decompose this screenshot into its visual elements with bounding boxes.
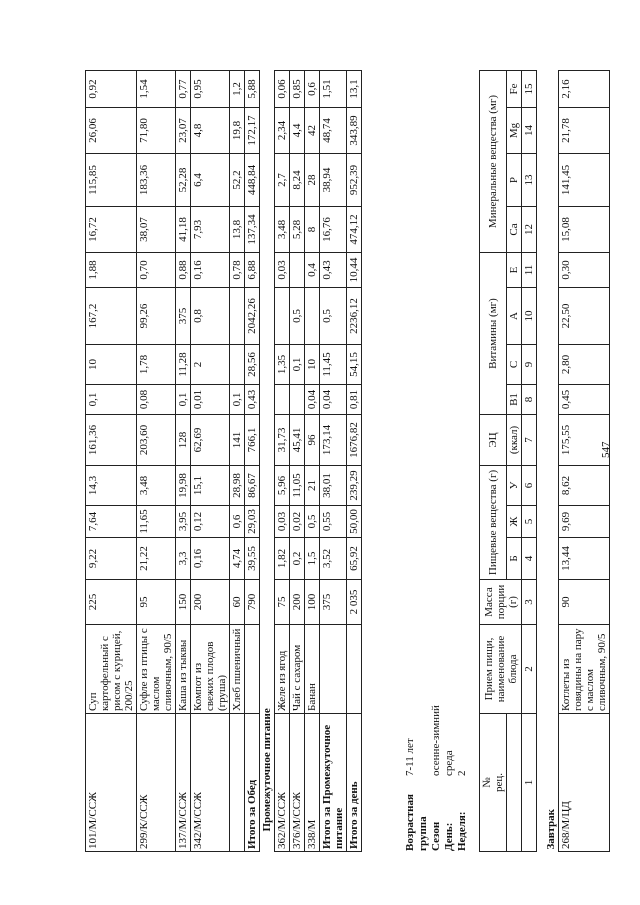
cell-c: 10 xyxy=(86,345,137,385)
cell-e: 0,88 xyxy=(176,253,191,288)
age-group-value: 7-11 лет xyxy=(404,738,416,776)
day-value: среда xyxy=(443,750,455,776)
cell-code: 362/М/ССЖ xyxy=(275,714,290,852)
header-mass: Масса порции (г) xyxy=(480,580,522,625)
cell-b1: 0,1 xyxy=(86,385,137,415)
cell-p: 952,39 xyxy=(347,154,362,207)
cell-e: 1,88 xyxy=(86,253,137,288)
cell-carbs: 3,48 xyxy=(137,466,176,506)
cell-protein: 21,22 xyxy=(137,538,176,580)
cell-fe: 0,06 xyxy=(275,71,290,108)
column-number: 8 xyxy=(522,385,537,415)
column-number-row xyxy=(522,71,537,852)
cell-a: 375 xyxy=(176,288,191,345)
cell-mg: 21,78 xyxy=(559,108,610,154)
cell-p: 8,24 xyxy=(290,154,305,207)
column-number: 6 xyxy=(522,466,537,506)
cell-fe: 0,85 xyxy=(290,71,305,108)
cell-carbs: 14,3 xyxy=(86,466,137,506)
column-number: 14 xyxy=(522,108,537,154)
cell-mass: 225 xyxy=(86,580,137,625)
cell-carbs: 15,1 xyxy=(191,466,230,506)
cell-fat: 0,03 xyxy=(275,506,290,538)
cell-energy: 766,1 xyxy=(245,415,260,466)
cell-fe: 1,54 xyxy=(137,71,176,108)
column-number: 1 xyxy=(522,714,537,852)
cell-mg: 4,4 xyxy=(290,108,305,154)
cell-c: 1,78 xyxy=(137,345,176,385)
cell-code: 338/М xyxy=(305,714,320,852)
week-value: 2 xyxy=(456,770,468,776)
column-number: 5 xyxy=(522,506,537,538)
cell-energy: 173,14 xyxy=(320,415,347,466)
cell-name: Хлеб пшеничный xyxy=(230,625,245,714)
cell-p: 28 xyxy=(305,154,320,207)
cell-a: 22,50 xyxy=(559,288,610,345)
cell-energy: 203,60 xyxy=(137,415,176,466)
cell-code: Итого за Промежуточное питание xyxy=(320,714,347,852)
table-row xyxy=(245,71,260,852)
cell-fe: 0,95 xyxy=(191,71,230,108)
cell-energy: 161,36 xyxy=(86,415,137,466)
cell-energy: 96 xyxy=(305,415,320,466)
cell-ca: 137,34 xyxy=(245,207,260,253)
cell-a: 167,2 xyxy=(86,288,137,345)
header-vitamins: Витамины (мг) xyxy=(480,253,507,415)
table-row xyxy=(230,71,245,852)
cell-mg: 26,06 xyxy=(86,108,137,154)
cell-carbs: 28,98 xyxy=(230,466,245,506)
cell-c: 11,45 xyxy=(320,345,347,385)
cell-energy: 141 xyxy=(230,415,245,466)
week-label: Неделя: xyxy=(456,811,468,851)
cell-energy: 128 xyxy=(176,415,191,466)
cell-protein: 3,52 xyxy=(320,538,347,580)
cell-protein: 1,5 xyxy=(305,538,320,580)
cell-protein: 65,92 xyxy=(347,538,362,580)
cell-c xyxy=(230,345,245,385)
header-ca: Ca xyxy=(507,207,522,253)
cell-b1: 0,43 xyxy=(245,385,260,415)
cell-a: 0,8 xyxy=(191,288,230,345)
cell-code: Итого за день xyxy=(347,714,362,852)
cell-mass: 75 xyxy=(275,580,290,625)
cell-mass: 790 xyxy=(245,580,260,625)
table-row xyxy=(86,71,137,852)
cell-code: 376/М/ССЖ xyxy=(290,714,305,852)
table-row xyxy=(320,71,347,852)
cell-a xyxy=(305,288,320,345)
cell-name: Котлеты из говядины на пару с маслом сливочным, 90/5 xyxy=(559,625,610,714)
header-fat: Ж xyxy=(507,506,522,538)
cell-b1 xyxy=(290,385,305,415)
column-number: 11 xyxy=(522,253,537,288)
cell-p: 6,4 xyxy=(191,154,230,207)
cell-mg: 42 xyxy=(305,108,320,154)
column-number: 3 xyxy=(522,580,537,625)
cell-mass: 2 035 xyxy=(347,580,362,625)
cell-mg: 343,89 xyxy=(347,108,362,154)
cell-mass: 200 xyxy=(191,580,230,625)
header-minerals: Минеральные вещества (мг) xyxy=(480,71,507,253)
header-b1: B1 xyxy=(507,385,522,415)
section-heading: Промежуточное питание xyxy=(260,71,275,852)
cell-a: 0,5 xyxy=(290,288,305,345)
cell-c: 2,80 xyxy=(559,345,610,385)
cell-e: 6,88 xyxy=(245,253,260,288)
cell-mass: 375 xyxy=(320,580,347,625)
header-rec-blank xyxy=(507,714,522,852)
cell-mass: 200 xyxy=(290,580,305,625)
cell-b1: 0,1 xyxy=(230,385,245,415)
column-number: 7 xyxy=(522,415,537,466)
season-label: Сезон xyxy=(430,821,442,851)
cell-fat: 0,55 xyxy=(320,506,347,538)
cell-mg: 48,74 xyxy=(320,108,347,154)
header-carbs: У xyxy=(507,466,522,506)
cell-ca: 16,76 xyxy=(320,207,347,253)
cell-mass: 150 xyxy=(176,580,191,625)
header-e: E xyxy=(507,253,522,288)
cell-e: 10,44 xyxy=(347,253,362,288)
cell-fat: 0,02 xyxy=(290,506,305,538)
cell-fe: 0,6 xyxy=(305,71,320,108)
cell-name xyxy=(245,625,260,714)
cell-mg: 172,17 xyxy=(245,108,260,154)
cell-fe: 1,51 xyxy=(320,71,347,108)
cell-c: 10 xyxy=(305,345,320,385)
cell-mg: 4,8 xyxy=(191,108,230,154)
cell-protein: 13,44 xyxy=(559,538,610,580)
cell-c: 54,15 xyxy=(347,345,362,385)
cell-protein: 39,55 xyxy=(245,538,260,580)
cell-ca: 8 xyxy=(305,207,320,253)
cell-mg: 71,80 xyxy=(137,108,176,154)
cell-ca: 41,18 xyxy=(176,207,191,253)
column-number: 10 xyxy=(522,288,537,345)
cell-b1: 0,01 xyxy=(191,385,230,415)
cell-e: 0,70 xyxy=(137,253,176,288)
cell-name: Желе из ягод xyxy=(275,625,290,714)
cell-ca: 7,93 xyxy=(191,207,230,253)
table-row xyxy=(305,71,320,852)
cell-a: 99,26 xyxy=(137,288,176,345)
cell-mg: 23,07 xyxy=(176,108,191,154)
cell-protein: 1,82 xyxy=(275,538,290,580)
cell-energy: 31,73 xyxy=(275,415,290,466)
cell-protein: 0,16 xyxy=(191,538,230,580)
cell-p: 448,84 xyxy=(245,154,260,207)
cell-p: 52,2 xyxy=(230,154,245,207)
cell-c: 0,1 xyxy=(290,345,305,385)
cell-a: 2042,26 xyxy=(245,288,260,345)
table-row xyxy=(260,71,275,852)
cell-b1: 0,08 xyxy=(137,385,176,415)
cell-fat: 7,64 xyxy=(86,506,137,538)
cell-carbs: 239,29 xyxy=(347,466,362,506)
cell-name: Суфле из птицы с маслом сливочным, 90/5 xyxy=(137,625,176,714)
table-row xyxy=(275,71,290,852)
header-kcal: (ккал) xyxy=(507,415,522,466)
column-number: 4 xyxy=(522,538,537,580)
cell-carbs: 8,62 xyxy=(559,466,610,506)
header-a: A xyxy=(507,288,522,345)
cell-mass: 95 xyxy=(137,580,176,625)
cell-fe: 13,1 xyxy=(347,71,362,108)
cell-fat: 3,95 xyxy=(176,506,191,538)
column-number: 9 xyxy=(522,345,537,385)
cell-ca: 38,07 xyxy=(137,207,176,253)
column-number: 12 xyxy=(522,207,537,253)
cell-e xyxy=(290,253,305,288)
cell-code: 299/К/ССЖ xyxy=(137,714,176,852)
table-row xyxy=(137,71,176,852)
cell-mass: 90 xyxy=(559,580,610,625)
cell-energy: 62,69 xyxy=(191,415,230,466)
table-row xyxy=(559,71,610,852)
cell-fat: 11,65 xyxy=(137,506,176,538)
cell-carbs: 5,96 xyxy=(275,466,290,506)
cell-ca: 3,48 xyxy=(275,207,290,253)
cell-carbs: 38,01 xyxy=(320,466,347,506)
cell-e: 0,43 xyxy=(320,253,347,288)
cell-carbs: 21 xyxy=(305,466,320,506)
cell-ca: 13,8 xyxy=(230,207,245,253)
cell-fat: 0,6 xyxy=(230,506,245,538)
cell-b1: 0,04 xyxy=(305,385,320,415)
table-row xyxy=(191,71,230,852)
cell-e: 0,16 xyxy=(191,253,230,288)
cell-energy: 175,55 xyxy=(559,415,610,466)
cell-name xyxy=(347,625,362,714)
cell-name: Компот из свежих плодов (груша) xyxy=(191,625,230,714)
cell-c: 11,28 xyxy=(176,345,191,385)
header-protein: Б xyxy=(507,538,522,580)
cell-mg: 2,34 xyxy=(275,108,290,154)
cell-code: 268/М/ЦД xyxy=(559,714,610,852)
cell-fat: 9,69 xyxy=(559,506,610,538)
cell-b1 xyxy=(275,385,290,415)
header-p: P xyxy=(507,154,522,207)
page-number: 547 xyxy=(600,441,612,458)
cell-protein: 3,3 xyxy=(176,538,191,580)
cell-code: 101/M/ССЖ xyxy=(86,714,137,852)
cell-p: 183,36 xyxy=(137,154,176,207)
cell-code xyxy=(230,714,245,852)
cell-p: 52,28 xyxy=(176,154,191,207)
cell-protein: 0,2 xyxy=(290,538,305,580)
cell-e: 0,03 xyxy=(275,253,290,288)
section-breakfast: Завтрак xyxy=(537,71,559,852)
cell-c: 1,35 xyxy=(275,345,290,385)
cell-name xyxy=(320,625,347,714)
cell-fe: 0,77 xyxy=(176,71,191,108)
cell-carbs: 19,98 xyxy=(176,466,191,506)
age-group-label: Возрастная группа xyxy=(404,794,429,851)
cell-fe: 1,2 xyxy=(230,71,245,108)
cell-carbs: 86,67 xyxy=(245,466,260,506)
cell-fat: 50,00 xyxy=(347,506,362,538)
column-number: 2 xyxy=(522,625,537,714)
cell-c: 28,56 xyxy=(245,345,260,385)
cell-p: 38,94 xyxy=(320,154,347,207)
cell-mass: 100 xyxy=(305,580,320,625)
cell-b1: 0,1 xyxy=(176,385,191,415)
cell-fe: 0,92 xyxy=(86,71,137,108)
header-number: № рец. xyxy=(480,714,507,852)
cell-energy: 1676,82 xyxy=(347,415,362,466)
cell-name: Банан xyxy=(305,625,320,714)
season-value: осенне-зимний xyxy=(430,705,442,776)
cell-a xyxy=(275,288,290,345)
cell-b1: 0,81 xyxy=(347,385,362,415)
column-number: 15 xyxy=(522,71,537,108)
cell-ca: 5,28 xyxy=(290,207,305,253)
cell-p: 141,45 xyxy=(559,154,610,207)
cell-fat: 0,12 xyxy=(191,506,230,538)
cell-code: Итого за Обед xyxy=(245,714,260,852)
cell-fat: 29,03 xyxy=(245,506,260,538)
cell-ca: 15,08 xyxy=(559,207,610,253)
cell-mass: 60 xyxy=(230,580,245,625)
cell-b1: 0,04 xyxy=(320,385,347,415)
cell-name: Каша из тыквы xyxy=(176,625,191,714)
cell-e: 0,78 xyxy=(230,253,245,288)
cell-e: 0,30 xyxy=(559,253,610,288)
day-label: День: xyxy=(443,822,455,851)
cell-protein: 4,74 xyxy=(230,538,245,580)
nutrition-table-bottom xyxy=(479,70,610,852)
cell-ca: 474,12 xyxy=(347,207,362,253)
cell-energy: 45,41 xyxy=(290,415,305,466)
header-nutrients: Пищевые вещества (г) xyxy=(480,466,507,580)
header-mg: Mg xyxy=(507,108,522,154)
cell-name: Чай с сахаром xyxy=(290,625,305,714)
header-energy: ЭЦ xyxy=(480,415,507,466)
cell-a: 0,5 xyxy=(320,288,347,345)
cell-c: 2 xyxy=(191,345,230,385)
cell-fat: 0,5 xyxy=(305,506,320,538)
menu-meta xyxy=(404,705,469,851)
cell-ca: 16,72 xyxy=(86,207,137,253)
header-meal: Прием пищи, наименование блюда xyxy=(480,625,522,714)
table-row xyxy=(176,71,191,852)
cell-b1: 0,45 xyxy=(559,385,610,415)
cell-name: Суп картофельный с рисом с курицей, 200/25 xyxy=(86,625,137,714)
cell-fe: 5,88 xyxy=(245,71,260,108)
cell-mg: 19,8 xyxy=(230,108,245,154)
table-row xyxy=(290,71,305,852)
cell-fe: 2,16 xyxy=(559,71,610,108)
cell-p: 2,7 xyxy=(275,154,290,207)
table-row xyxy=(347,71,362,852)
cell-code: 342/М/ССЖ xyxy=(191,714,230,852)
cell-carbs: 11,05 xyxy=(290,466,305,506)
cell-protein: 9,22 xyxy=(86,538,137,580)
cell-a: 2236,12 xyxy=(347,288,362,345)
column-number: 13 xyxy=(522,154,537,207)
cell-p: 115,85 xyxy=(86,154,137,207)
header-c: C xyxy=(507,345,522,385)
nutrition-table-top xyxy=(85,70,362,852)
header-fe: Fe xyxy=(507,71,522,108)
cell-e: 0,4 xyxy=(305,253,320,288)
cell-code: 137/М/ССЖ xyxy=(176,714,191,852)
cell-a xyxy=(230,288,245,345)
